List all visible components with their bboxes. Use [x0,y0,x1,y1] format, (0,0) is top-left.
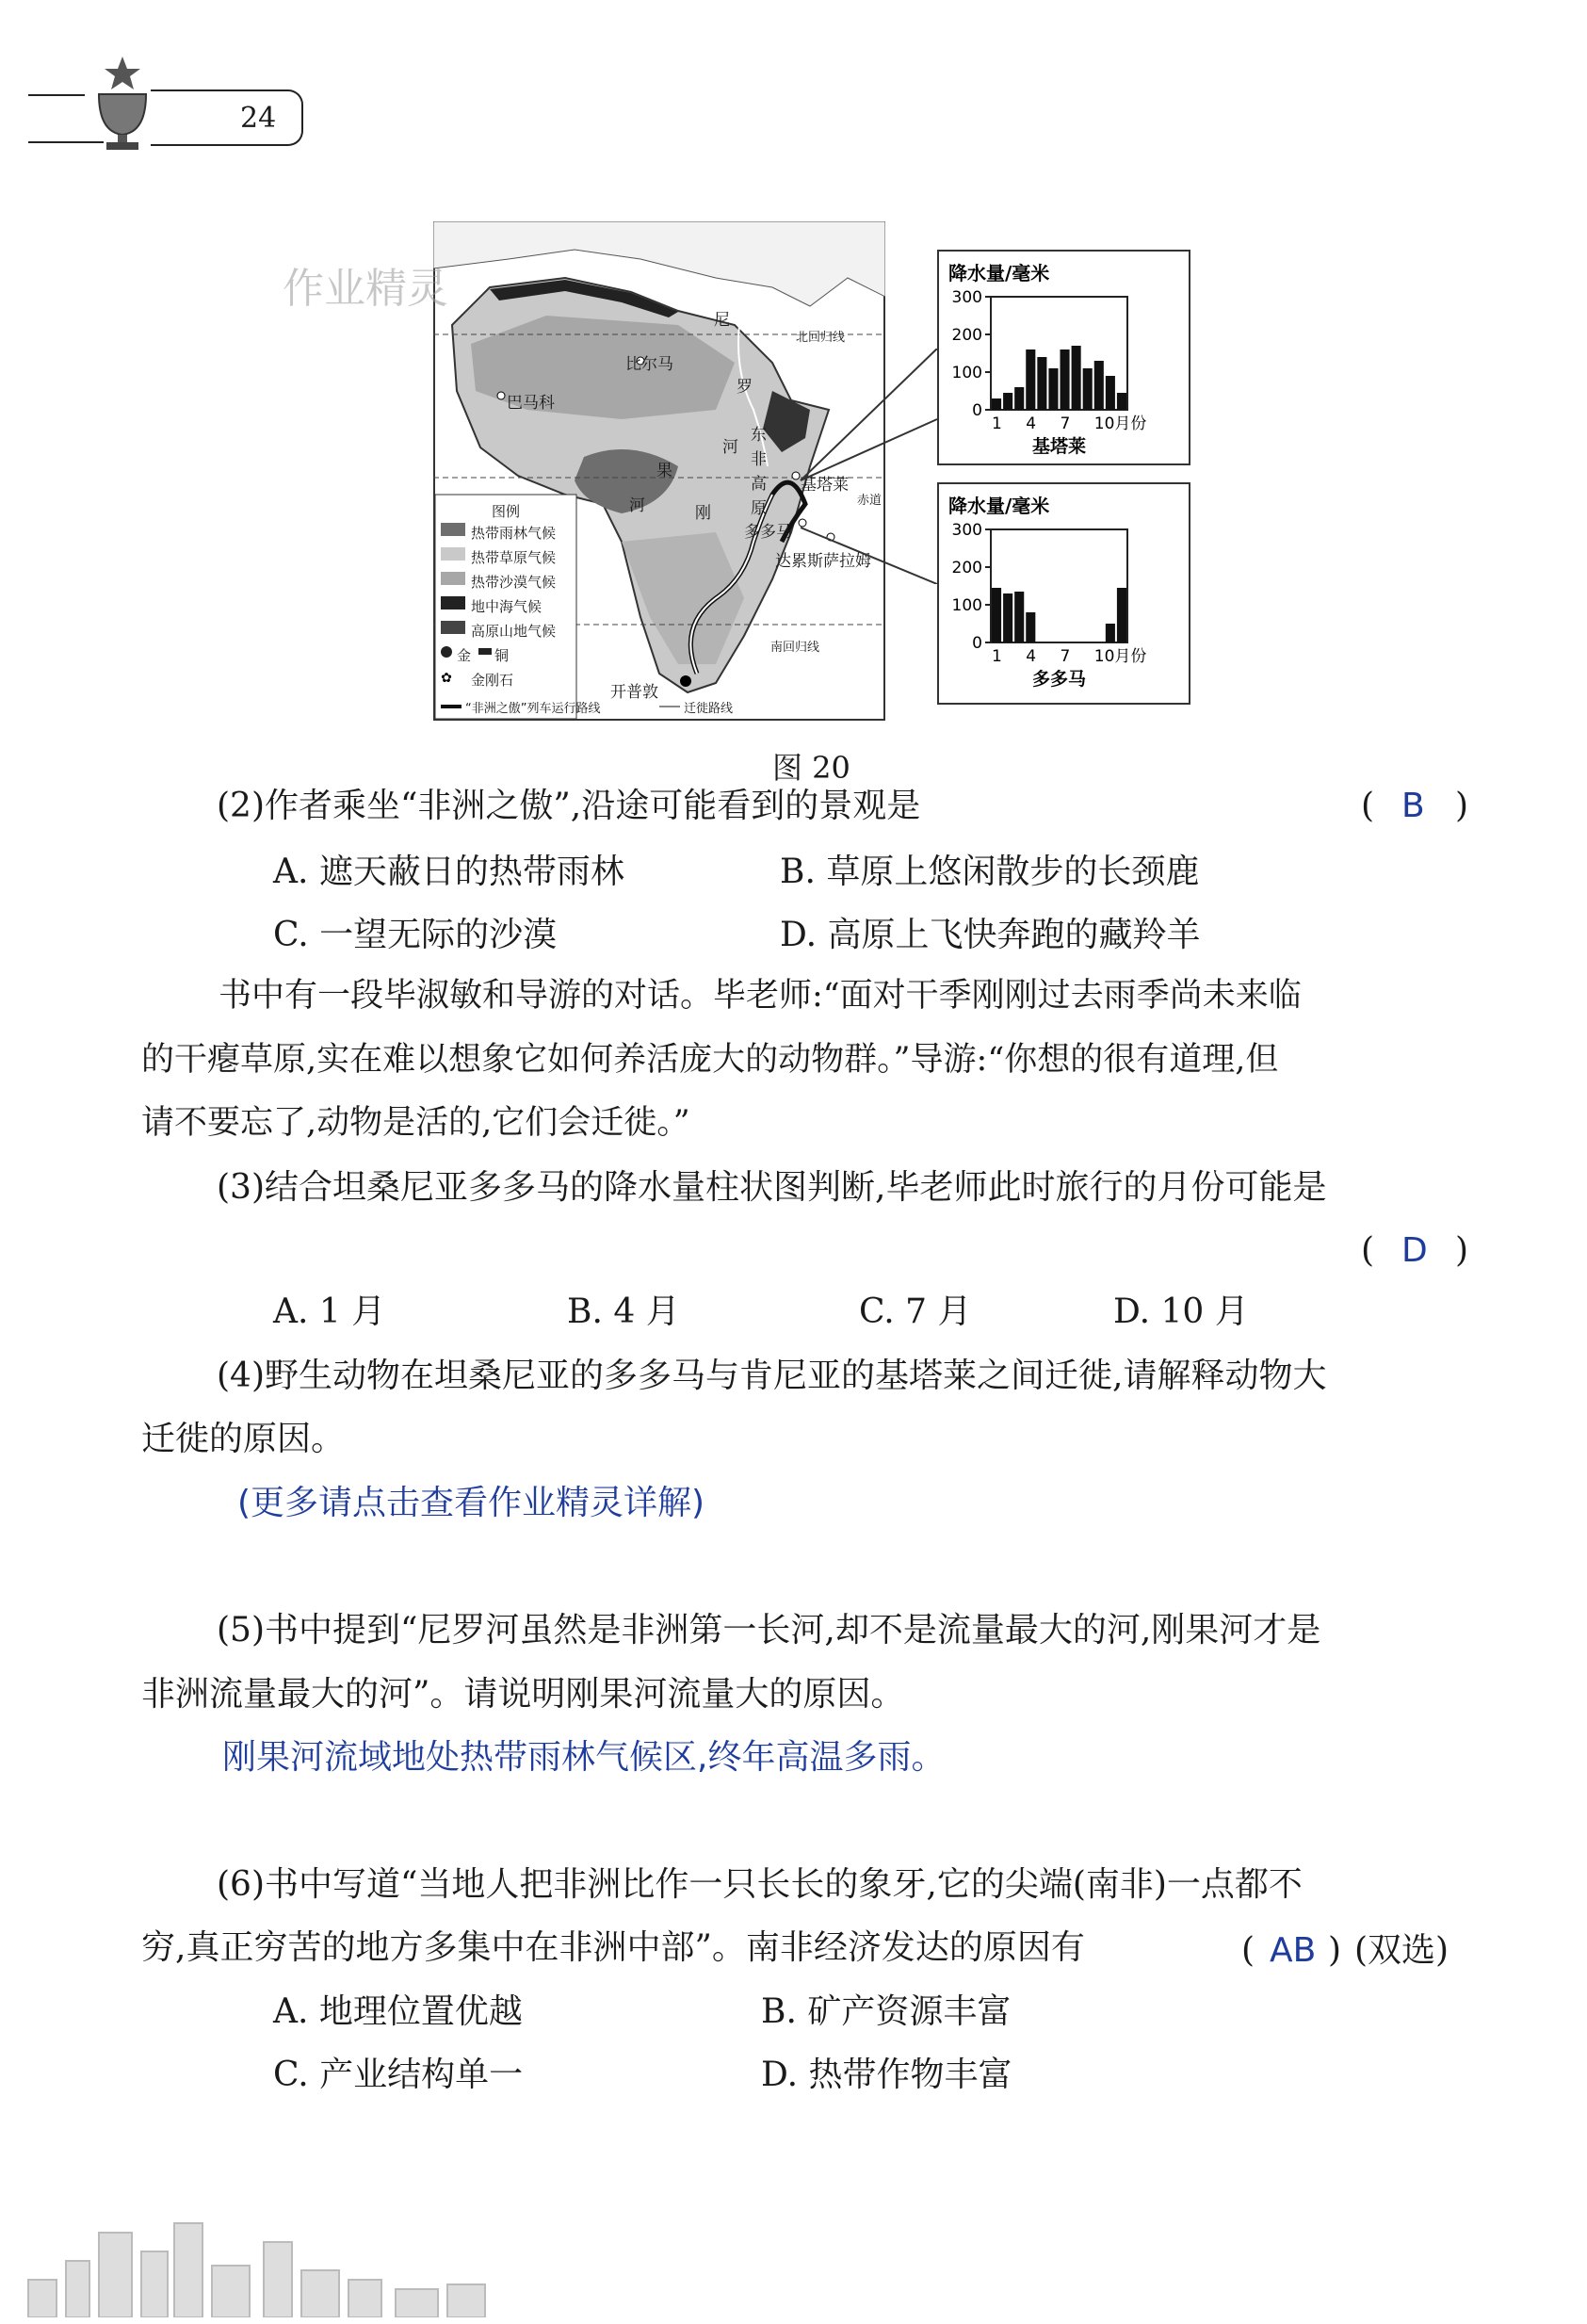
chart-dodoma-svg [939,484,1189,703]
chart-kitale [937,250,1190,465]
page-number-box [151,89,303,146]
legend-item-desert: 热带沙漠气候 [471,574,557,591]
y-tick-label: 0 [972,634,982,653]
bar [1048,368,1058,410]
q3-option-a: A. 1 月 [273,1292,386,1331]
legend-route-train: “非洲之傲”列车运行路线 [465,702,601,716]
map-label-plateau-3: 高 [751,475,767,494]
x-tick-label: 1 [992,414,1002,433]
q6-option-a: A. 地理位置优越 [273,1992,523,2031]
q2-option-d: D. 高原上飞快奔跑的藏羚羊 [780,916,1201,954]
bar [1037,357,1046,410]
legend-item-diamond: 金刚石 [471,672,514,689]
q3-option-c: C. 7 月 [859,1292,972,1331]
x-tick-label: 4 [1026,647,1037,666]
legend-route-migration: 迁徙路线 [684,702,734,716]
map-label-tropic-south: 南回归线 [770,641,820,655]
x-tick-label: 1 [992,647,1002,666]
q2-bracket-open: ( [1361,787,1375,825]
q3-option-d: D. 10 月 [1113,1292,1249,1331]
q2-option-a: A. 遮天蔽日的热带雨林 [273,853,624,891]
bar [1026,349,1035,410]
legend-item-rainforest: 热带雨林气候 [471,525,557,542]
passage-line-2: 的干瘪草原,实在难以想象它如何养活庞大的动物群。”导游:“你想的很有道理,但 [141,1041,1279,1079]
x-tick-label: 4 [1026,414,1037,433]
q2-bracket-close: ) [1455,787,1469,825]
q6-option-d: D. 热带作物丰富 [761,2056,1012,2094]
q5-line-1: (5)书中提到“尼罗河虽然是非洲第一长河,却不是流量最大的河,刚果河才是 [217,1611,1321,1650]
map-label-cape-town: 开普敦 [610,683,658,702]
q6-line-1: (6)书中写道“当地人把非洲比作一只长长的象牙,它的尖端(南非)一点都不 [217,1865,1303,1904]
bar [992,588,1001,642]
q6-bracket-close: ) [1328,1931,1342,1970]
bar [1117,393,1126,410]
passage-line-3: 请不要忘了,动物是活的,它们会迁徙。” [141,1104,690,1142]
y-tick-label: 300 [951,288,982,307]
chart-station-label: 基塔莱 [1031,436,1087,457]
figure-caption: 图 20 [772,750,850,786]
q3-option-b: B. 4 月 [567,1292,680,1331]
legend-item-mediterranean: 地中海气候 [471,598,542,615]
q3-bracket-close: ) [1455,1231,1469,1270]
bar [1014,387,1024,410]
q6-option-c: C. 产业结构单一 [273,2056,524,2094]
map-label-congo-2: 河 [629,496,645,515]
legend-title: 图例 [492,503,521,520]
bar [1083,368,1093,410]
y-tick-label: 200 [951,326,982,345]
q3-answer: D [1401,1231,1428,1270]
page-number: 24 [240,102,277,135]
map-label-congo-3: 刚 [695,504,711,523]
bar [1003,393,1012,410]
chart-dodoma [937,482,1190,705]
q6-option-b: B. 矿产资源丰富 [761,1992,1012,2031]
q3-bracket-open: ( [1361,1231,1375,1270]
bar [1117,588,1126,642]
map-label-nile-1: 尼 [714,311,730,330]
q2-answer: B [1401,787,1425,825]
bar [1061,349,1070,410]
map-label-plateau-1: 东 [751,426,767,445]
q4-line-2: 迁徙的原因。 [141,1420,346,1458]
chart-kitale-svg [939,252,1189,463]
y-tick-label: 300 [951,521,982,540]
bar [1003,593,1012,642]
map-label-dodoma: 多多马 [744,523,792,542]
q4-answer-link[interactable]: (更多请点击查看作业精灵详解) [237,1484,705,1522]
map-label-plateau-2: 非 [751,450,767,469]
bar [1072,346,1081,410]
bar [1026,612,1035,642]
y-tick-label: 100 [951,364,982,382]
bar [1106,624,1115,642]
q6-bracket-open: ( [1241,1931,1255,1970]
q4-line-1: (4)野生动物在坦桑尼亚的多多马与肯尼亚的基塔莱之间迁徙,请解释动物大 [217,1357,1327,1395]
map-label-bamako: 巴马科 [507,394,555,413]
svg-text:✿: ✿ [441,671,452,686]
chart-title: 降水量/毫米 [948,495,1050,517]
watermark: 作业精灵 [283,265,448,313]
legend-item-gold: 金 [457,647,472,664]
bar [1094,361,1104,410]
chart-station-label: 多多马 [1031,669,1087,690]
map-label-plateau-4: 原 [751,499,767,518]
bar [1106,376,1115,410]
header-rule-left-top [28,94,85,96]
x-tick-label: 7 [1060,414,1071,433]
legend-item-savanna: 热带草原气候 [471,549,557,566]
q3-stem: (3)结合坦桑尼亚多多马的降水量柱状图判断,毕老师此时旅行的月份可能是 [217,1168,1327,1207]
map-label-tropic-north: 北回归线 [796,331,846,345]
map-label-nile-2: 罗 [737,378,753,397]
q6-note: (双选) [1354,1931,1449,1970]
x-tick-label: 7 [1060,647,1071,666]
q5-line-2: 非洲流量最大的河”。请说明刚果河流量大的原因。 [141,1675,905,1714]
bar [1014,592,1024,642]
bar [992,398,1001,410]
y-tick-label: 100 [951,596,982,615]
map-label-nile-3: 河 [722,438,738,457]
chart-connectors [772,349,961,584]
map-label-kitale: 基塔莱 [801,476,849,495]
q2-option-b: B. 草原上悠闲散步的长颈鹿 [780,853,1200,891]
legend-item-highland: 高原山地气候 [471,623,557,640]
q2-option-c: C. 一望无际的沙漠 [273,916,558,954]
x-tick-label: 10月份 [1093,647,1147,666]
map-label-congo-1: 果 [656,462,672,480]
chart-title: 降水量/毫米 [948,262,1050,284]
map-label-equator: 赤道 [857,494,883,508]
q6-answer: AB [1270,1931,1317,1970]
city-skyline-decoration [19,2176,509,2317]
q5-answer: 刚果河流域地处热带雨林气候区,终年高温多雨。 [222,1738,946,1777]
x-tick-label: 10月份 [1093,414,1147,433]
q2-stem: (2)作者乘坐“非洲之傲”,沿途可能看到的景观是 [217,787,921,825]
map-label-dar: 达累斯萨拉姆 [775,552,871,571]
legend-item-copper: 铜 [494,647,510,664]
passage-line-1: 书中有一段毕淑敏和导游的对话。毕老师:“面对干季刚刚过去雨季尚未来临 [219,977,1302,1015]
map-label-bierma: 比尔马 [625,355,673,374]
y-tick-label: 0 [972,401,982,420]
y-tick-label: 200 [951,559,982,577]
q6-line-2: 穷,真正穷苦的地方多集中在非洲中部”。南非经济发达的原因有 [141,1928,1085,1967]
